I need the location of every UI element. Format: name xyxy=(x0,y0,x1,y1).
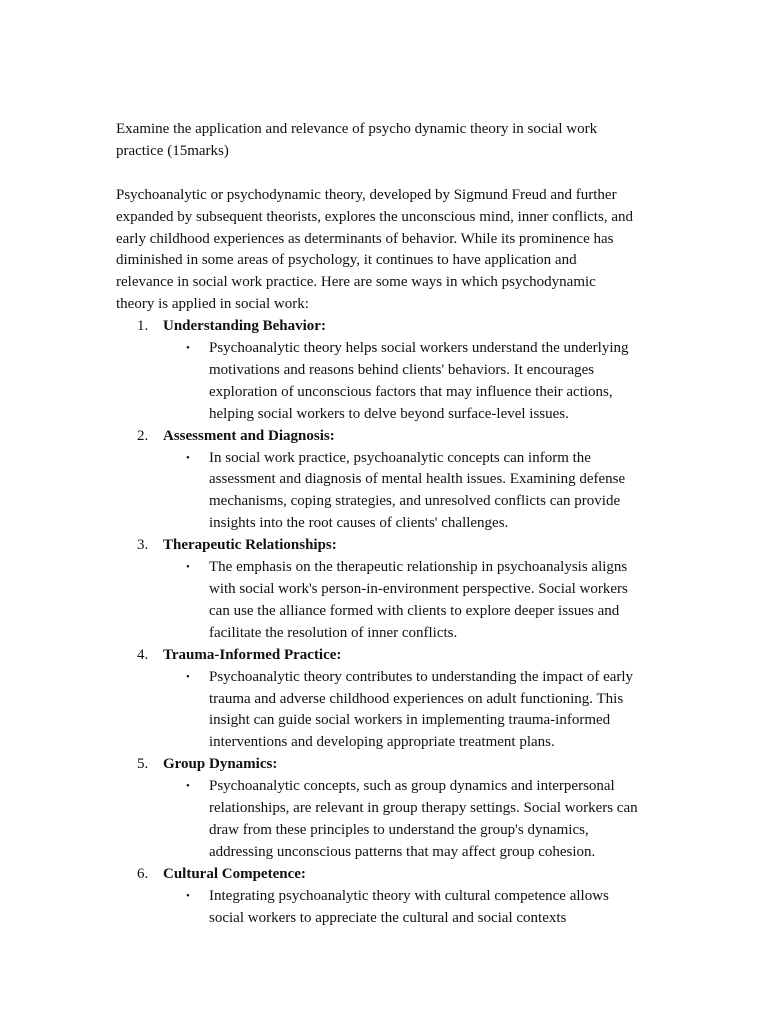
section-number: 2. xyxy=(137,427,149,444)
bullet-line: can use the alliance formed with clients to explore deeper issues and xyxy=(209,602,620,619)
intro-line: theory is applied in social work: xyxy=(116,296,309,313)
bullet-item xyxy=(163,448,656,536)
intro-line: Psychoanalytic or psychodynamic theory, developed by Sigmund Freud and further xyxy=(116,186,617,203)
intro-line: diminished in some areas of psychology, it continues to have application and xyxy=(116,252,577,269)
bullet-marker: • xyxy=(186,342,190,355)
section-heading: Therapeutic Relationships: xyxy=(163,537,337,554)
bullet-line: insight can guide social workers in implementing trauma-informed xyxy=(209,712,611,729)
bullet-line: In social work practice, psychoanalytic concepts can inform the xyxy=(209,449,591,466)
intro-paragraph xyxy=(116,185,656,316)
section-heading: Cultural Competence: xyxy=(163,865,306,882)
bullet-line: Psychoanalytic theory helps social workers understand the underlying xyxy=(209,340,629,357)
title-line: practice (15marks) xyxy=(116,142,229,159)
bullet-line: Psychoanalytic concepts, such as group dynamics and interpersonal xyxy=(209,778,615,795)
document-title xyxy=(116,119,656,163)
section-number: 1. xyxy=(137,318,149,335)
bullet-line: with social work's person-in-environment perspective. Social workers xyxy=(209,581,628,598)
bullet-line: Psychoanalytic theory contributes to understanding the impact of early xyxy=(209,668,634,685)
bullet-line: The emphasis on the therapeutic relationship in psychoanalysis aligns xyxy=(209,559,628,576)
bullet-line: facilitate the resolution of inner conflicts. xyxy=(209,624,458,641)
section-heading: Assessment and Diagnosis: xyxy=(163,427,335,444)
intro-line: expanded by subsequent theorists, explores the unconscious mind, inner conflicts, and xyxy=(116,208,633,225)
section-number: 3. xyxy=(137,537,149,554)
bullet-item xyxy=(163,776,656,864)
bullet-line: addressing unconscious patterns that may affect group cohesion. xyxy=(209,843,596,860)
section-number: 6. xyxy=(137,865,149,882)
bullet-line: assessment and diagnosis of mental health issues. Examining defense xyxy=(209,471,626,488)
bullet-line: Integrating psychoanalytic theory with cultural competence allows xyxy=(209,887,609,904)
intro-line: relevance in social work practice. Here are some ways in which psychodynamic xyxy=(116,274,596,291)
section-item xyxy=(116,645,656,755)
section-heading: Group Dynamics: xyxy=(163,756,278,773)
bullet-line: insights into the root causes of clients' challenges. xyxy=(209,515,509,532)
bullet-line: interventions and developing appropriate treatment plans. xyxy=(209,734,555,751)
bullet-item xyxy=(163,557,656,645)
section-number: 5. xyxy=(137,756,149,773)
document-page xyxy=(116,119,656,930)
section-item xyxy=(116,754,656,864)
section-item xyxy=(116,426,656,536)
bullet-list xyxy=(163,448,656,536)
bullet-item xyxy=(163,667,656,755)
bullet-list xyxy=(163,667,656,755)
bullet-line: relationships, are relevant in group therapy settings. Social workers can xyxy=(209,800,638,817)
bullet-line: trauma and adverse childhood experiences on adult functioning. This xyxy=(209,690,624,707)
bullet-line: motivations and reasons behind clients' behaviors. It encourages xyxy=(209,361,595,378)
title-line: Examine the application and relevance of psycho dynamic theory in social work xyxy=(116,121,598,137)
section-heading: Trauma-Informed Practice: xyxy=(163,646,342,663)
bullet-marker: • xyxy=(186,561,190,574)
intro-line: early childhood experiences as determinants of behavior. While its prominence has xyxy=(116,230,614,247)
bullet-list xyxy=(163,886,656,930)
bullet-item xyxy=(163,338,656,426)
bullet-list xyxy=(163,338,656,426)
bullet-item xyxy=(163,886,656,930)
bullet-marker: • xyxy=(186,451,190,464)
paragraph-gap xyxy=(116,163,656,185)
bullet-marker: • xyxy=(186,889,190,902)
section-heading: Understanding Behavior: xyxy=(163,318,326,335)
section-number: 4. xyxy=(137,646,149,663)
bullet-marker: • xyxy=(186,780,190,793)
bullet-line: helping social workers to delve beyond surface-level issues. xyxy=(209,405,569,422)
bullet-marker: • xyxy=(186,670,190,683)
section-list xyxy=(116,316,656,929)
bullet-line: draw from these principles to understand the group's dynamics, xyxy=(209,821,589,838)
bullet-line: exploration of unconscious factors that may influence their actions, xyxy=(209,383,613,400)
section-item xyxy=(116,535,656,645)
section-item xyxy=(116,316,656,426)
bullet-line: mechanisms, coping strategies, and unresolved conflicts can provide xyxy=(209,493,621,510)
bullet-line: social workers to appreciate the cultural and social contexts xyxy=(209,909,567,926)
bullet-list xyxy=(163,776,656,864)
bullet-list xyxy=(163,557,656,645)
section-item xyxy=(116,864,656,930)
